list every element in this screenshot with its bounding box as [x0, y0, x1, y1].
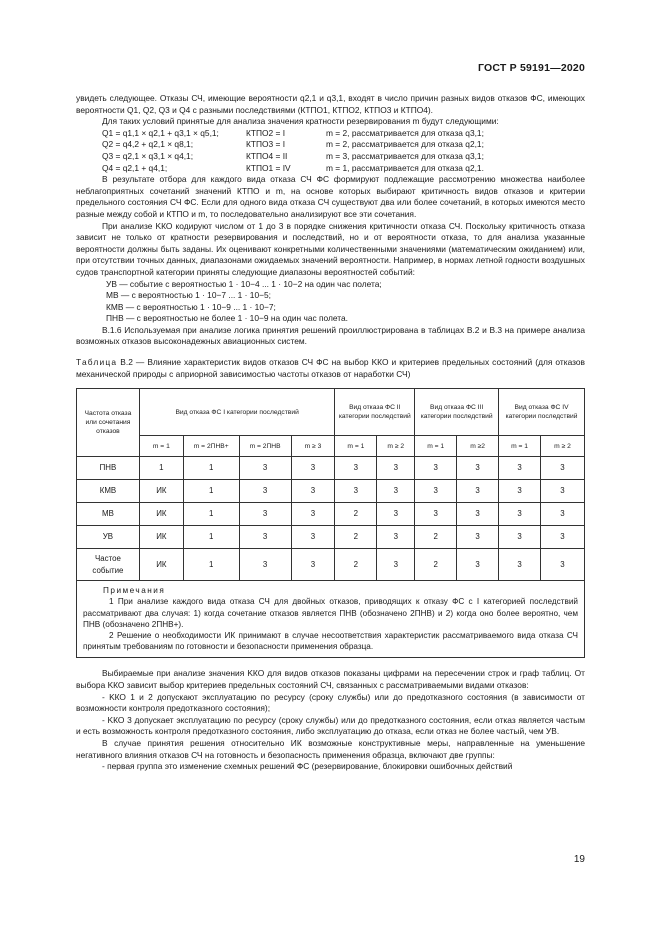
probability-list — [76, 279, 585, 325]
table-cell: 2 — [415, 526, 457, 549]
table-cell: 3 — [377, 526, 415, 549]
table-cell: 3 — [239, 526, 291, 549]
table-row — [77, 457, 585, 480]
table-cell: 3 — [377, 480, 415, 503]
table-row-header: Частота отказа или сочетания отказов — [77, 389, 140, 457]
equation-ktpo: КТПО1 = IV — [246, 162, 291, 173]
table-cell: 1 — [183, 480, 239, 503]
paragraph-intro: увидеть следующее. Отказы СЧ, имеющие вероятности q2,1 и q3,1, входят в число причин разных видов отказов ФС, имеющих вероятности Q1, Q2, Q3 и Q4 с разными последствиями (КТПО1, КТПО2, КТПО3 и КТПО4). — [76, 93, 585, 115]
table-cell: 2 — [415, 549, 457, 581]
table-row-label: МВ — [77, 503, 140, 526]
table-caption-text: В.2 — Влияние характеристик видов отказов СЧ ФС на выбор KКО и критериев предельных состояний (для отказов механической природы с априорной зависимостью частоты отказов от наработки СЧ) — [76, 357, 585, 379]
paragraph-group-1: - первая группа это изменение схемных решений ФС (резервирование, блокировки ошибочных действий — [102, 761, 513, 772]
table-cell: 3 — [457, 503, 499, 526]
equation-row — [102, 163, 585, 175]
table-cell: 3 — [291, 526, 335, 549]
table-subheader: m = 2ПНВ+ — [183, 436, 239, 457]
equation-m: m = 1, рассматривается для отказа q2,1. — [326, 162, 484, 173]
paragraph-kko-values: Выбираемые при анализе значения KКО для видов отказов показаны цифрами на пересечении строк и граф таблиц. От выбора KКО зависит выбор критериев предельных состояний СЧ, связанных с рассматриваемыми видами отказов: — [76, 668, 585, 691]
table-cell: 3 — [457, 549, 499, 581]
equation-lhs: Q2 = q4,2 + q2,1 × q8,1; — [102, 139, 194, 150]
equation-row — [102, 151, 585, 163]
table-subheader: m ≥ 2 — [541, 436, 585, 457]
table-cell: 3 — [239, 457, 291, 480]
probability-item: УВ — событие с вероятностью 1 · 10−4 ... 1 · 10−2 на один час полета; — [106, 278, 382, 289]
table-cell: 3 — [457, 457, 499, 480]
table-notes — [77, 581, 585, 658]
table-cell: 3 — [239, 503, 291, 526]
equation-ktpo: КТПО2 = I — [246, 127, 286, 138]
table-cell: 3 — [499, 503, 541, 526]
probability-item: ПНВ — с вероятностью не более 1 · 10−9 на один час полета. — [106, 313, 349, 324]
table-group-header: Вид отказа ФС II категории последствий — [335, 389, 415, 436]
table-cell: 3 — [541, 503, 585, 526]
table-cell: 3 — [377, 503, 415, 526]
table-subheader: m ≥2 — [457, 436, 499, 457]
table-cell: 3 — [499, 457, 541, 480]
table-subheader: m = 1 — [139, 436, 183, 457]
notes-title: Примечания — [103, 586, 166, 596]
table-cell: 3 — [291, 549, 335, 581]
table-caption-label: Таблица — [76, 357, 118, 368]
table-row — [77, 503, 585, 526]
table-cell: 1 — [183, 526, 239, 549]
table-cell: 1 — [183, 503, 239, 526]
table-cell: 3 — [291, 503, 335, 526]
equation-m: m = 2, рассматривается для отказа q2,1; — [326, 139, 484, 150]
paragraph-selection: В результате отбора для каждого вида отказа СЧ ФС формируют подлежащие рассмотрению множества наиболее неблагоприятных сочетаний значений КТПО и m, на основе которых выбирают критичность видов отказов и критерии предельного состояния СЧ ФС. Если для одного вида отказа СЧ существуют два или более сочетаний, в которых имеются место разные между собой и КТПО и m, то последовательно анализируют все эти сочетания. — [76, 174, 585, 219]
table-row-label: КМВ — [77, 480, 140, 503]
equation-row — [102, 128, 585, 140]
table-cell: 2 — [335, 549, 377, 581]
table-cell: 3 — [415, 480, 457, 503]
table-row-label: Частое событие — [77, 549, 140, 581]
paragraph-kko-3: - KКО 3 допускает эксплуатацию по ресурсу (сроку службы) или до предотказного состояния, если отказ является частым и есть возможность контроля предотказного состояния, либо эксплуатацию до отказа, если отказ не более частый, чем УВ. — [76, 714, 585, 737]
equation-list — [76, 128, 585, 174]
page-number: 19 — [573, 854, 585, 865]
table-subheader: m ≥ 2 — [377, 436, 415, 457]
table-cell: 3 — [541, 526, 585, 549]
probability-item: МВ — с вероятностью 1 · 10−7 ... 1 · 10−5; — [106, 290, 271, 301]
post-table-text — [76, 668, 585, 772]
table-cell: 3 — [457, 526, 499, 549]
paragraph-conditions: Для таких условий принятые для анализа значения кратности резервирования m будут следующими: — [102, 116, 499, 127]
table-subheader: m ≥ 3 — [291, 436, 335, 457]
probability-item: КМВ — с вероятностью 1 · 10−9 ... 1 · 10−7; — [106, 301, 276, 312]
table-cell: 3 — [291, 457, 335, 480]
table-subheader: m = 1 — [335, 436, 377, 457]
table-b2 — [76, 388, 585, 658]
table-subheader: m = 2ПНВ — [239, 436, 291, 457]
table-cell: 3 — [239, 549, 291, 581]
equation-lhs: Q1 = q1,1 × q2,1 + q3,1 × q5,1; — [102, 127, 219, 138]
note-2: 2 Решение о необходимости ИК принимают в случае несоответствия характеристик рассматриваемого вида отказа СЧ принятым требованиям по готовности и безопасности применения образца. — [83, 631, 578, 652]
table-cell: ИК — [139, 549, 183, 581]
table-row — [77, 549, 585, 581]
table-cell: 3 — [377, 549, 415, 581]
table-cell: 3 — [239, 480, 291, 503]
equation-row — [102, 139, 585, 151]
table-cell: 1 — [139, 457, 183, 480]
paragraph-ik-measures: В случае принятия решения относительно ИК возможные конструктивные меры, направленные на уменьшение негативного влияния отказов СЧ на готовность и безопасность применения образца, включают две группы: — [76, 738, 585, 760]
equation-m: m = 2, рассматривается для отказа q3,1; — [326, 127, 484, 138]
equation-ktpo: КТПО3 = I — [246, 139, 286, 150]
table-header-row — [77, 389, 585, 436]
table-cell: 3 — [499, 480, 541, 503]
table-cell: 3 — [335, 480, 377, 503]
table-cell: 3 — [335, 457, 377, 480]
equation-m: m = 3, рассматривается для отказа q3,1; — [326, 150, 484, 161]
table-row — [77, 480, 585, 503]
table-subheader: m = 1 — [415, 436, 457, 457]
table-group-header: Вид отказа ФС III категории последствий — [415, 389, 499, 436]
paragraph-b16: В.1.6 Используемая при анализе логика принятия решений проиллюстрирована в таблицах В.2 и В.3 на примере анализа возможных отказов высоконадежных авиационных систем. — [76, 324, 585, 347]
table-group-header: Вид отказа ФС IV категории последствий — [499, 389, 585, 436]
table-row — [77, 526, 585, 549]
document-header: ГОСТ Р 59191—2020 — [477, 62, 585, 74]
table-notes-row — [77, 581, 585, 658]
table-cell: 1 — [183, 549, 239, 581]
table-cell: 3 — [499, 549, 541, 581]
table-row-label: ПНВ — [77, 457, 140, 480]
table-row-label: УВ — [77, 526, 140, 549]
table-cell: ИК — [139, 526, 183, 549]
table-cell: 3 — [541, 549, 585, 581]
table-cell: 1 — [183, 457, 239, 480]
table-subheader: m = 1 — [499, 436, 541, 457]
paragraph-kko-12: - KКО 1 и 2 допускают эксплуатацию по ресурсу (сроку службы) или до предотказного состояния (в зависимости от возможности контроля предотказного состояния); — [76, 691, 585, 714]
page-content — [76, 93, 585, 773]
table-cell: 3 — [541, 457, 585, 480]
paragraph-kko-coding: При анализе KКО кодируют числом от 1 до 3 в порядке снижения критичности отказа СЧ. Поскольку критичность отказа зависит не только от кратности резервирования и последствий, но и от вероятности отказа, то для анализа указанные вероятности должны быть заданы. Их оценивают конкретными количественными значениями (математическим ожиданием) или, при отсутствии точных данных, диапазонами ожидаемых значений вероятности. Например, в нормах летной годности воздушных судов транспортной категории приняты следующие диапазоны вероятностей событий: — [76, 220, 585, 277]
table-cell: 3 — [541, 480, 585, 503]
table-cell: 2 — [335, 503, 377, 526]
note-1: 1 При анализе каждого вида отказа СЧ для двойных отказов, приводящих к отказу ФС с I категорией последствий рассматривают два случая: 1) когда сочетание отказов является ПНВ (обозначено 2ПНВ) и 2) когда оно более вероятно, чем ПНВ (обозначено 2ПНВ+). — [83, 597, 578, 629]
equation-lhs: Q4 = q2,1 + q4,1; — [102, 162, 168, 173]
equation-ktpo: КТПО4 = II — [246, 150, 288, 161]
table-cell: 3 — [499, 526, 541, 549]
table-cell: 3 — [291, 480, 335, 503]
table-cell: 3 — [415, 503, 457, 526]
equation-lhs: Q3 = q2,1 × q3,1 × q4,1; — [102, 150, 194, 161]
table-subheader-row — [77, 436, 585, 457]
table-group-header: Вид отказа ФС I категории последствий — [139, 389, 335, 436]
table-cell: 3 — [457, 480, 499, 503]
table-cell: 2 — [335, 526, 377, 549]
table-caption — [76, 357, 585, 380]
table-cell: 3 — [377, 457, 415, 480]
table-cell: ИК — [139, 503, 183, 526]
table-cell: 3 — [415, 457, 457, 480]
table-cell: ИК — [139, 480, 183, 503]
